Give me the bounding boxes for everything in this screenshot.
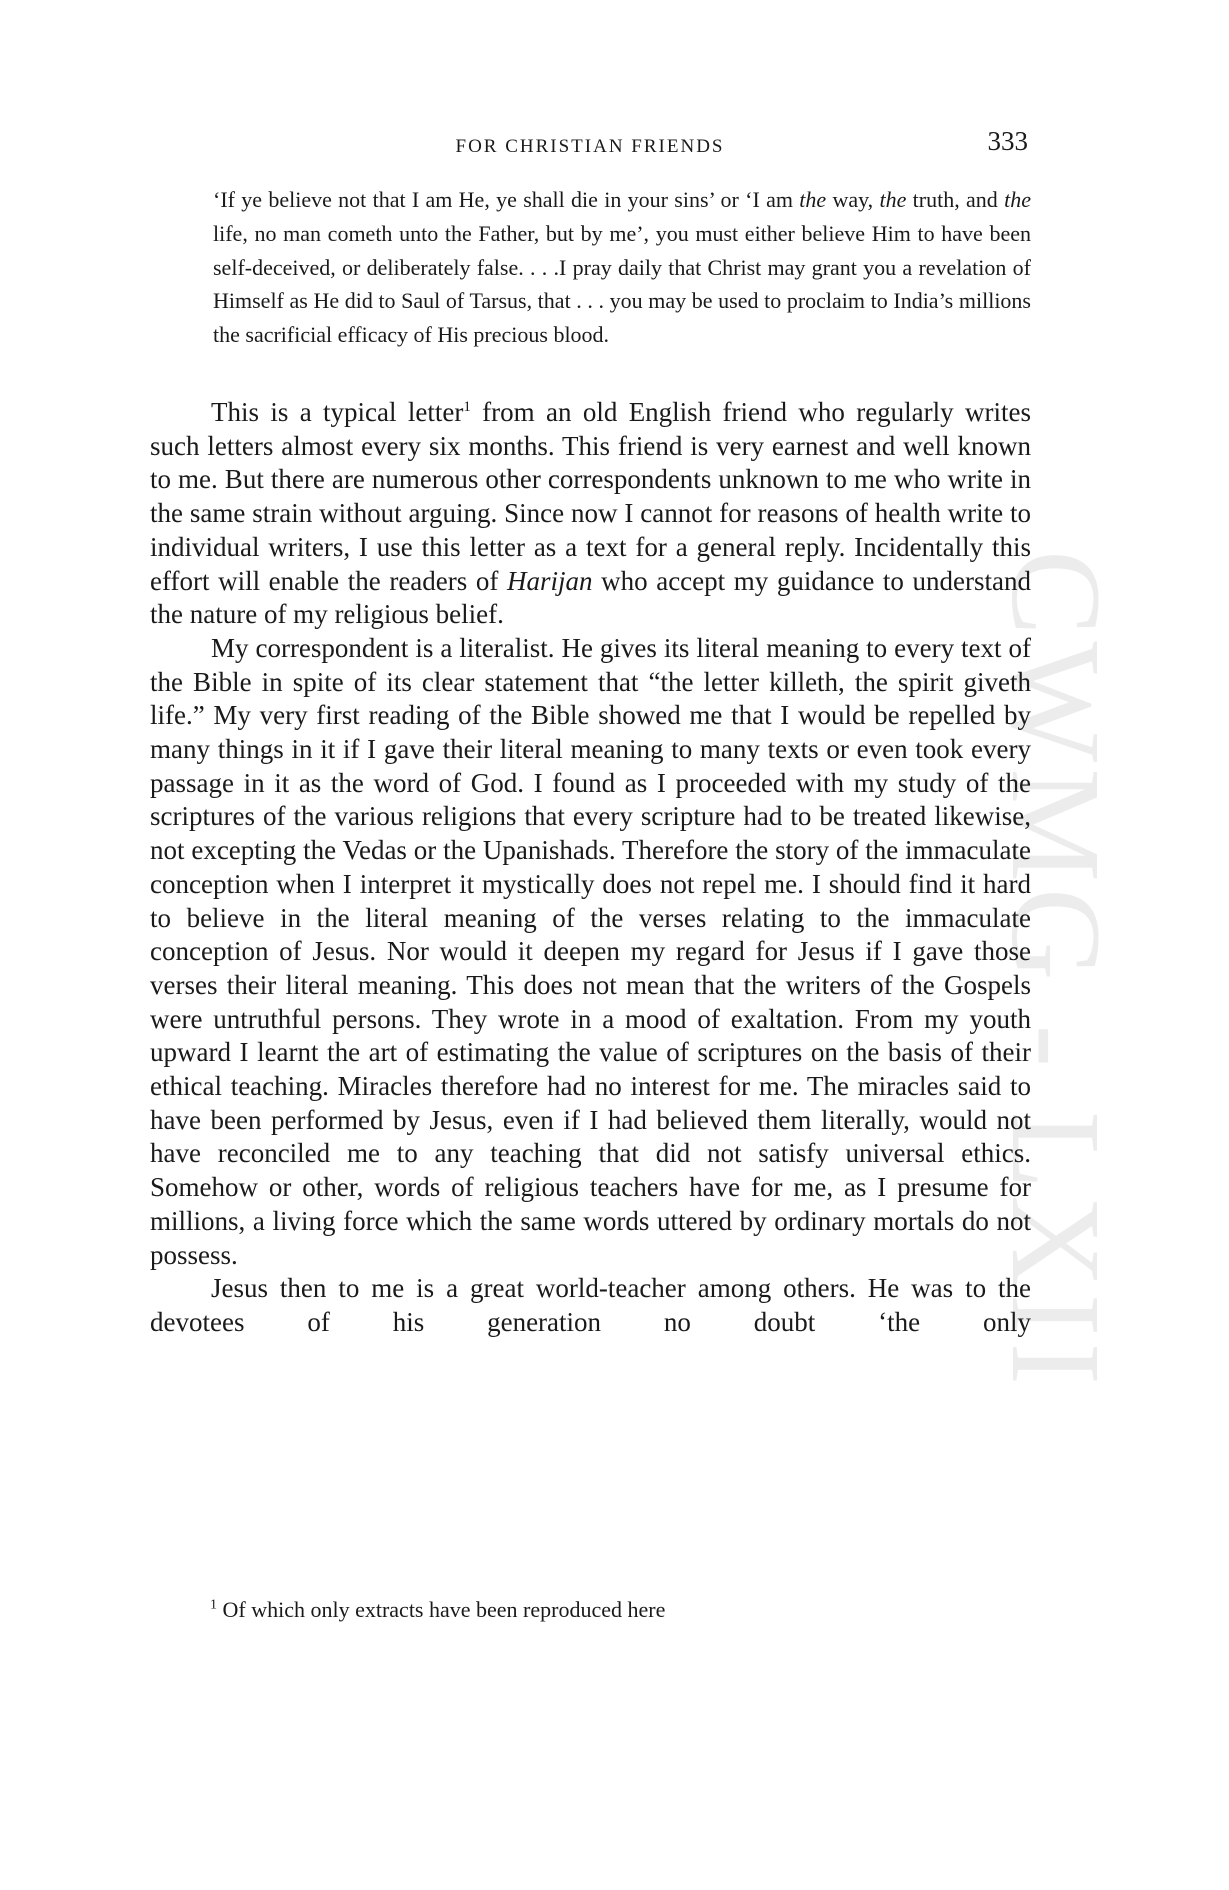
- quote-text-1: ‘If ye believe not that I am He, ye shall die in your sins’ or ‘I am: [213, 187, 800, 212]
- footnote-mark: 1: [210, 1597, 217, 1613]
- quote-text-2: way,: [826, 187, 880, 212]
- quote-emphasis-3: the: [1004, 187, 1031, 212]
- footnote: [210, 1595, 1010, 1625]
- quote-text-4: life, no man cometh unto the Father, but by me’, you must either believe Him to have been self-deceived, or deliberately false. . . .I pray daily that Christ may grant you a revelation of Himself as He did to Saul of Tarsus, that . . . you may be used to proclaim to India’s millions the sacrificial efficacy of His precious blood.: [213, 220, 1031, 348]
- watermark-text: CWMG - LXII: [984, 549, 1127, 1391]
- letter-quote: [213, 183, 1031, 352]
- running-head: [150, 126, 1030, 166]
- paragraph-2: My correspondent is a literalist. He gives its literal meaning to every text of the Bible in spite of its clear statement that “the letter killeth, the spirit giveth life.” My very first reading of the Bible showed me that I would be repelled by many things in it if I gave their literal meaning to many texts or even took every passage in it as the word of God. I found as I proceeded with my study of the scriptures of the various religions that every scripture had to be treated likewise, not excepting the Vedas or the Upanishads. Therefore the story of the immaculate conception when I interpret it mystically does not repel me. I should find it hard to believe in the literal meaning of the verses relating to the immaculate conception of Jesus. Nor would it deepen my regard for Jesus if I gave those verses their literal meaning. This does not mean that the writers of the Gospels were untruthful persons. They wrote in a mood of exaltation. From my youth upward I learnt the art of estimating the value of scriptures on the basis of their ethical teaching. Miracles therefore had no interest for me. The miracles said to have been performed by Jesus, even if I had believed them literally, would not have reconciled me to any teaching that did not satisfy universal ethics. Somehow or other, words of religious teachers have for me, as I presume for millions, a living force which the same words uttered by ordinary mortals do not possess.: [150, 632, 1031, 1270]
- paragraph-3: Jesus then to me is a great world-teacher among others. He was to the devotees of his generation no doubt ‘the only: [150, 1273, 1031, 1337]
- footnote-text: Of which only extracts have been reproduced here: [217, 1597, 666, 1622]
- page-number: 333: [987, 126, 1028, 156]
- running-title: FOR CHRISTIAN FRIENDS: [455, 136, 725, 157]
- quote-text-3: truth, and: [906, 187, 1005, 212]
- footnote-reference: 1: [463, 399, 471, 415]
- main-text: [150, 396, 1031, 1340]
- publication-title: Harijan: [506, 565, 593, 596]
- quote-emphasis-2: the: [879, 187, 907, 212]
- paragraph-1-middle: from an old English friend who regularly writes such letters almost every six months. This friend is very earnest and well known to me. But there are numerous other correspondents unknown to me who write in the same strain without arguing. Since now I cannot for reasons of health write to individual writers, I use this letter as a text for a general reply. Incidentally this effort will enable the readers of: [150, 397, 1031, 596]
- paragraph-1-start: This is a typical letter: [211, 397, 464, 427]
- quote-emphasis-1: the: [799, 187, 827, 212]
- paragraph-1: [150, 396, 1031, 632]
- paragraph-1-end: who accept my guidance to understand the nature of my religious belief.: [150, 565, 1031, 630]
